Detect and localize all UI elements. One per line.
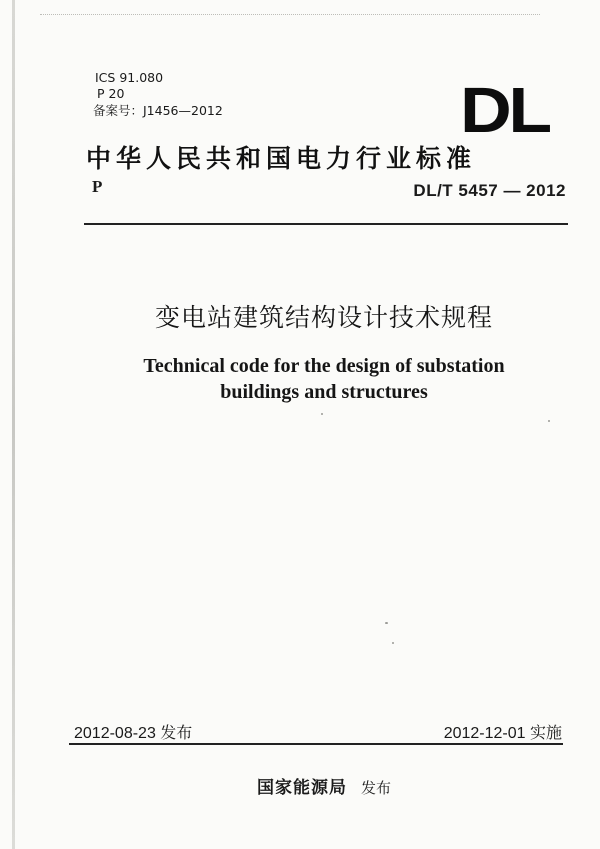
english-title-line2: buildings and structures — [220, 381, 428, 403]
standard-title: 中华人民共和国电力行业标准 — [86, 144, 477, 173]
binding-dots — [40, 14, 540, 19]
issue-date: 2012-08-23 发布 — [74, 725, 193, 742]
implementation-date: 2012-12-01 实施 — [443, 725, 562, 742]
scan-speck — [548, 420, 550, 422]
scan-speck — [385, 622, 388, 624]
binding-edge — [12, 0, 15, 849]
ics-code: ICS 91.080 — [95, 70, 164, 85]
record-number: 备案号：J1456—2012 — [93, 103, 223, 118]
footer-divider — [69, 743, 563, 745]
p-code: P 20 — [97, 86, 125, 101]
standard-number: DL/T 5457 — 2012 — [413, 181, 566, 200]
publisher-organization: 国家能源局 — [256, 778, 347, 798]
publisher-action: 发布 — [360, 779, 391, 797]
category-letter: P — [92, 177, 103, 196]
chinese-title: 变电站建筑结构设计技术规程 — [154, 303, 493, 332]
dl-logo: DL — [460, 74, 549, 146]
scan-speck — [392, 642, 394, 644]
header-divider — [84, 223, 568, 225]
scan-speck — [321, 413, 323, 415]
publisher-line — [0, 773, 600, 798]
english-title-line1: Technical code for the design of substation — [143, 355, 505, 377]
